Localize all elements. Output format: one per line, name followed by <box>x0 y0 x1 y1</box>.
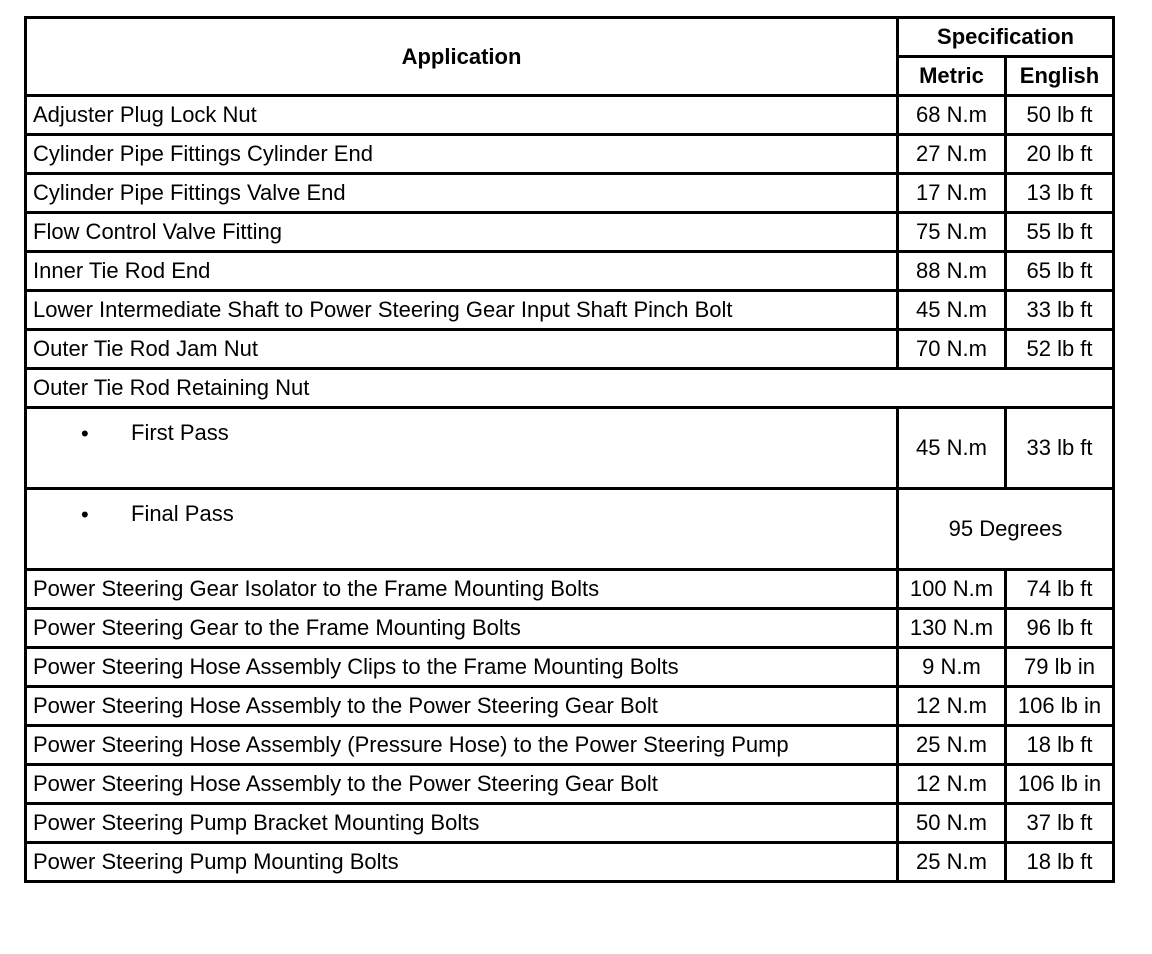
application-header: Application <box>26 18 898 96</box>
application-cell: Power Steering Pump Mounting Bolts <box>26 843 898 882</box>
english-cell: 50 lb ft <box>1006 96 1114 135</box>
english-cell: 74 lb ft <box>1006 570 1114 609</box>
application-cell: Power Steering Pump Bracket Mounting Bolts <box>26 804 898 843</box>
application-cell: Power Steering Hose Assembly (Pressure Hose) to the Power Steering Pump <box>26 726 898 765</box>
english-header: English <box>1006 57 1114 96</box>
specification-header: Specification <box>898 18 1114 57</box>
english-cell: 33 lb ft <box>1006 408 1114 489</box>
english-cell: 106 lb in <box>1006 765 1114 804</box>
table-row <box>26 135 1114 174</box>
application-cell: Flow Control Valve Fitting <box>26 213 898 252</box>
english-cell: 18 lb ft <box>1006 726 1114 765</box>
table-row <box>26 291 1114 330</box>
table-row <box>26 843 1114 882</box>
english-cell: 65 lb ft <box>1006 252 1114 291</box>
english-cell: 20 lb ft <box>1006 135 1114 174</box>
final-pass-row <box>26 489 1114 570</box>
english-cell: 106 lb in <box>1006 687 1114 726</box>
first-pass-cell <box>26 408 898 489</box>
english-cell: 52 lb ft <box>1006 330 1114 369</box>
metric-cell: 70 N.m <box>898 330 1006 369</box>
application-cell: Power Steering Hose Assembly to the Power Steering Gear Bolt <box>26 687 898 726</box>
table-row <box>26 330 1114 369</box>
table-row <box>26 570 1114 609</box>
bullet-icon: • <box>81 421 89 446</box>
metric-cell: 75 N.m <box>898 213 1006 252</box>
table-row <box>26 804 1114 843</box>
english-cell: 33 lb ft <box>1006 291 1114 330</box>
metric-cell: 25 N.m <box>898 843 1006 882</box>
application-cell: Power Steering Hose Assembly to the Power Steering Gear Bolt <box>26 765 898 804</box>
table-row <box>26 726 1114 765</box>
english-cell: 18 lb ft <box>1006 843 1114 882</box>
metric-cell: 100 N.m <box>898 570 1006 609</box>
application-cell: Lower Intermediate Shaft to Power Steering Gear Input Shaft Pinch Bolt <box>26 291 898 330</box>
metric-cell: 45 N.m <box>898 408 1006 489</box>
english-cell: 37 lb ft <box>1006 804 1114 843</box>
table-row <box>26 252 1114 291</box>
application-cell: Power Steering Hose Assembly Clips to the Frame Mounting Bolts <box>26 648 898 687</box>
bullet-icon: • <box>81 502 89 527</box>
final-pass-label: Final Pass <box>131 501 234 526</box>
torque-specification-table <box>24 16 1115 883</box>
metric-cell: 25 N.m <box>898 726 1006 765</box>
table-row <box>26 765 1114 804</box>
metric-cell: 88 N.m <box>898 252 1006 291</box>
final-pass-cell <box>26 489 898 570</box>
metric-header: Metric <box>898 57 1006 96</box>
application-cell: Adjuster Plug Lock Nut <box>26 96 898 135</box>
english-cell: 96 lb ft <box>1006 609 1114 648</box>
application-cell: Power Steering Gear to the Frame Mounting Bolts <box>26 609 898 648</box>
table-row <box>26 174 1114 213</box>
application-cell: Outer Tie Rod Jam Nut <box>26 330 898 369</box>
retaining-nut-cell: Outer Tie Rod Retaining Nut <box>26 369 1114 408</box>
application-cell: Inner Tie Rod End <box>26 252 898 291</box>
metric-cell: 17 N.m <box>898 174 1006 213</box>
metric-cell: 12 N.m <box>898 687 1006 726</box>
final-pass-value: 95 Degrees <box>898 489 1114 570</box>
metric-cell: 68 N.m <box>898 96 1006 135</box>
table-row <box>26 687 1114 726</box>
metric-cell: 50 N.m <box>898 804 1006 843</box>
application-cell: Power Steering Gear Isolator to the Frame Mounting Bolts <box>26 570 898 609</box>
first-pass-label: First Pass <box>131 420 229 445</box>
header-row <box>26 18 1114 57</box>
metric-cell: 12 N.m <box>898 765 1006 804</box>
metric-cell: 130 N.m <box>898 609 1006 648</box>
english-cell: 13 lb ft <box>1006 174 1114 213</box>
metric-cell: 27 N.m <box>898 135 1006 174</box>
table-row <box>26 96 1114 135</box>
metric-cell: 9 N.m <box>898 648 1006 687</box>
application-cell: Cylinder Pipe Fittings Valve End <box>26 174 898 213</box>
table-row <box>26 213 1114 252</box>
english-cell: 79 lb in <box>1006 648 1114 687</box>
table-row <box>26 648 1114 687</box>
metric-cell: 45 N.m <box>898 291 1006 330</box>
application-cell: Cylinder Pipe Fittings Cylinder End <box>26 135 898 174</box>
english-cell: 55 lb ft <box>1006 213 1114 252</box>
first-pass-row <box>26 408 1114 489</box>
retaining-nut-row <box>26 369 1114 408</box>
table-row <box>26 609 1114 648</box>
